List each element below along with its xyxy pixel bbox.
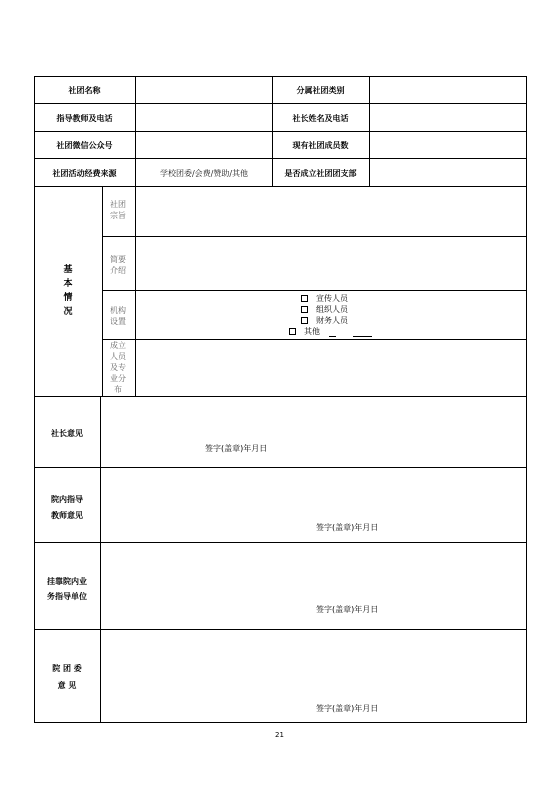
dept-opinion-field[interactable]	[101, 543, 526, 629]
signature-line: 签字(盖章)年月日	[316, 523, 379, 532]
basic-info-char: 基	[63, 265, 73, 275]
checkbox-icon	[301, 295, 308, 302]
advisor-opinion-field[interactable]	[101, 468, 526, 542]
member-count-field[interactable]	[370, 132, 526, 158]
advisor-label: 指导教师及电话	[56, 114, 113, 123]
club-category-field[interactable]	[370, 77, 526, 103]
president-opinion-field[interactable]	[101, 397, 526, 467]
president-field[interactable]	[370, 104, 526, 131]
president-opinion-label: 社长意见	[51, 429, 83, 438]
signature-line: 签字(盖章)年月日	[205, 444, 268, 453]
funding-value: 学校团委/会费/赞助/其他	[159, 169, 249, 178]
founders-field[interactable]	[136, 340, 526, 396]
advisor-field[interactable]	[136, 104, 272, 131]
president-label: 社长姓名及电话	[292, 114, 349, 123]
funding-label: 社团活动经费来源	[52, 169, 117, 178]
member-count-label: 现有社团成员数	[292, 141, 349, 150]
basic-info-char: 情	[63, 293, 73, 303]
signature-line: 签字(盖章)年月日	[316, 704, 379, 713]
club-name-label: 社团名称	[68, 86, 101, 95]
wechat-field[interactable]	[136, 132, 272, 158]
checkbox-icon	[301, 317, 308, 324]
youth-league-label: 是否成立社团团支部	[284, 169, 357, 178]
basic-info-char: 况	[63, 307, 73, 317]
league-opinion-field[interactable]	[101, 630, 526, 722]
club-name-field[interactable]	[136, 77, 272, 103]
other-underline	[329, 336, 336, 337]
youth-league-field[interactable]	[370, 159, 526, 186]
other-underline	[353, 336, 372, 337]
wechat-label: 社团微信公众号	[56, 141, 113, 150]
checkbox-icon	[301, 306, 308, 313]
checkbox-icon	[289, 328, 296, 335]
basic-info-char: 本	[63, 279, 73, 289]
option-other[interactable]: 其他	[289, 327, 320, 337]
signature-line: 签字(盖章)年月日	[316, 605, 379, 614]
option-finance[interactable]: 财务人员	[301, 316, 348, 326]
purpose-field[interactable]	[136, 187, 526, 236]
intro-field[interactable]	[136, 237, 526, 290]
page-number: 21	[275, 731, 284, 739]
option-organization[interactable]: 组织人员	[301, 305, 348, 315]
club-category-label: 分属社团类别	[296, 86, 345, 95]
option-publicity[interactable]: 宣传人员	[301, 294, 348, 304]
